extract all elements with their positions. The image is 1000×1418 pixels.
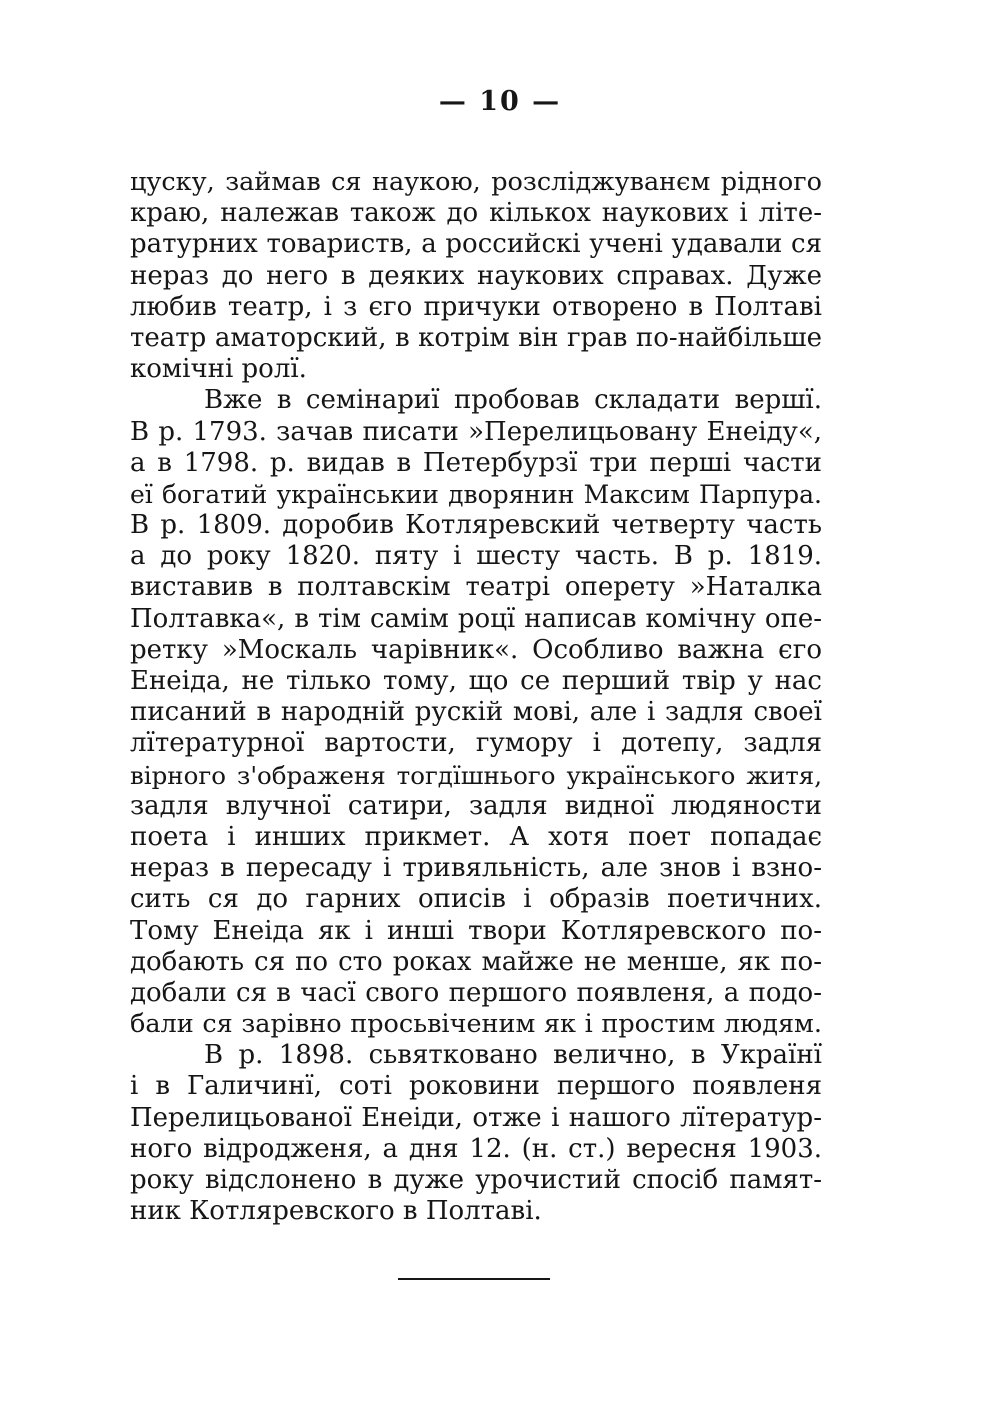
text-line: ник Котляревского в Полтаві. — [130, 1196, 542, 1227]
text-line: і в Галичинї, соті роковини першого появленя — [130, 1071, 822, 1102]
text-line: В р. 1898. сьвятковано велично, в Українї — [204, 1040, 822, 1071]
text-line: вірного з'ображеня тогдїшнього українського житя, — [130, 760, 822, 790]
text-line: задля влучної сатири, задля видної людяности — [130, 790, 822, 821]
text-line: В р. 1809. доробив Котляревский четверту часть — [130, 510, 822, 541]
text-line: року відслонено в дуже урочистий спосіб памят- — [130, 1165, 822, 1195]
text-line: ного відродженя, а дня 12. (н. ст.) вересня 1903. — [130, 1133, 822, 1164]
text-line: В р. 1793. зачав писати »Перелицьовану Енеіду«, — [130, 416, 822, 447]
text-line: краю, належав також до кількох наукових і літе- — [130, 198, 822, 229]
text-line: добають ся по сто роках майже не менше, як по- — [130, 946, 822, 977]
text-line: ратурних товариств, а российскі учені удавали ся — [130, 229, 822, 260]
text-line: добали ся в часї свого першого появленя, а подо- — [130, 977, 822, 1008]
text-line: цуску, займав ся наукою, розсліджуванєм рідного — [130, 167, 822, 197]
text-line: комічні ролї. — [130, 354, 307, 385]
text-line: ретку »Москаль чарівник«. Особливо важна єго — [130, 634, 822, 665]
text-line: лїтературної вартости, гумору і дотепу, задля — [130, 728, 822, 759]
text-line: бали ся зарівно просьвіченим як і простим людям. — [130, 1009, 822, 1040]
text-line: нераз в пересаду і тривяльність, але знов і взно- — [130, 853, 822, 884]
text-line: нераз до него в деяких наукових справах. Дуже — [130, 260, 822, 291]
text-line: писаний в народній рускій мові, але і задля своеї — [130, 697, 822, 728]
text-line: еї богатий українськии дворянин Максим Парпура. — [130, 479, 822, 509]
text-line: а до року 1820. пяту і шесту часть. В р. 1819. — [130, 541, 822, 572]
text-line: виставив в полтавскім театрі оперету »Наталка — [130, 572, 822, 603]
text-line: Полтавка«, в тім самім роцї написав комічну опе- — [130, 603, 822, 634]
text-line: Перелицьованої Енеіди, отже і нашого лїтератур- — [130, 1102, 822, 1133]
end-rule — [398, 1278, 550, 1280]
text-line: Тому Енеіда як і инші твори Котляревского по- — [130, 915, 822, 946]
text-line: Енеіда, не тілько тому, що се перший твір у нас — [130, 666, 822, 696]
text-line: любив театр, і з єго причуки отворено в Полтаві — [130, 291, 822, 322]
paragraph-2 — [130, 385, 822, 1040]
paragraph-1 — [130, 167, 822, 385]
body-text — [130, 167, 822, 1227]
text-line: а в 1798. р. видав в Петербурзї три перші части — [130, 447, 822, 478]
text-line: Вже в семінариї пробовав складати вершї. — [204, 385, 822, 416]
text-line: сить ся до гарних описів і образів поетичних. — [130, 884, 822, 915]
paragraph-3 — [130, 1040, 822, 1227]
text-line: театр аматорский, в котрім він грав по-найбільше — [130, 322, 822, 353]
text-line: поета і инших прикмет. А хотя поет попадає — [130, 821, 822, 852]
page-number: — 10 — — [438, 86, 562, 117]
